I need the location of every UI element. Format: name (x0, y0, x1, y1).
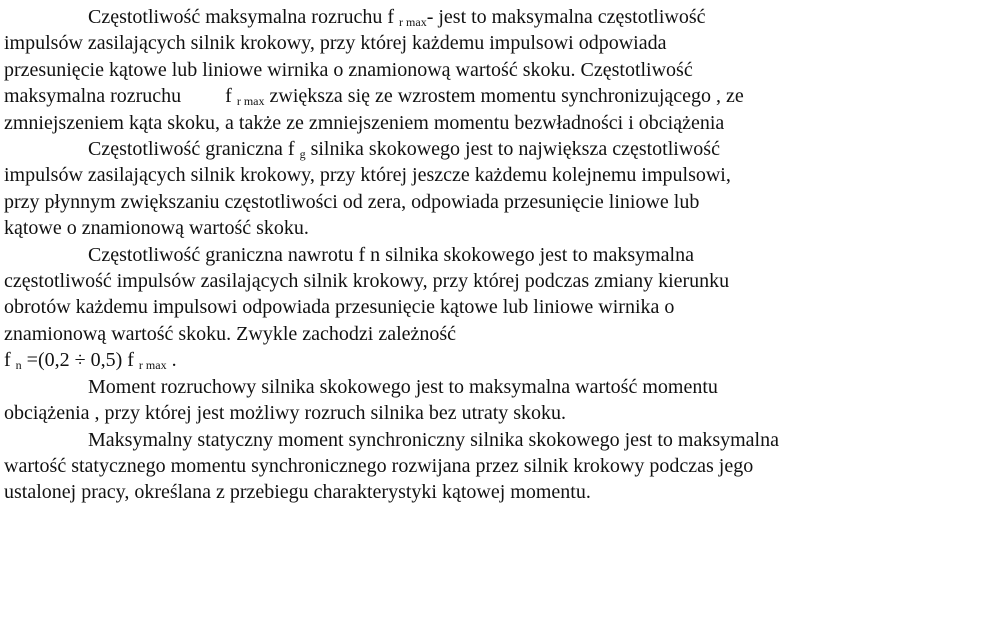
text-line: zmniejszeniem kąta skoku, a także ze zmniejszeniem momentu bezwładności i obciążenia (4, 111, 725, 134)
text-line: obciążenia , przy której jest możliwy rozruch silnika bez utraty skoku. (4, 402, 567, 425)
text-line: obrotów każdemu impulsowi odpowiada przesunięcie kątowe lub liniowe wirnika o (4, 296, 675, 319)
text-line: kątowe o znamionową wartość skoku. (4, 217, 309, 240)
text-line: Częstotliwość graniczna nawrotu f n silnika skokowego jest to maksymalna (88, 243, 694, 266)
paragraph-reversal-frequency (4, 242, 1003, 348)
text-line: ustalonej pracy, określana z przebiegu charakterystyki kątowej momentu. (4, 481, 591, 504)
formula-line (4, 347, 1003, 373)
subscript: r max (138, 358, 167, 373)
text-line: Częstotliwość maksymalna rozruchu f $_{r max}$- jest to maksymalna częstotliwość (88, 6, 706, 29)
text-line: wartość statycznego momentu synchronicznego rozwijana przez silnik krokowy podczas jego (4, 454, 754, 477)
text-line: Maksymalny statyczny moment synchroniczny silnika skokowego jest to maksymalna (88, 428, 779, 451)
subscript: n (15, 358, 22, 373)
text-line: częstotliwość impulsów zasilających silnik krokowy, przy której podczas zmiany kierunku (4, 270, 730, 293)
paragraph-static-synchronous-torque (4, 427, 1003, 506)
text-line: znamionową wartość skoku. Zwykle zachodzi zależność (4, 322, 457, 345)
subscript: r max (236, 94, 265, 109)
text-line: Moment rozruchowy silnika skokowego jest to maksymalna wartość momentu (88, 375, 718, 398)
subscript: r max (399, 15, 427, 29)
paragraph-max-start-frequency (4, 4, 1003, 136)
text-line: impulsów zasilających silnik krokowy, przy której jeszcze każdemu kolejnemu impulsowi, (4, 164, 731, 187)
formula: f $_n$ =(0,2 ÷ 0,5) f $_{r max}$ . (4, 349, 177, 373)
text-line: przy płynnym zwiększaniu częstotliwości od zera, odpowiada przesunięcie liniowe lub (4, 190, 700, 213)
text-line: impulsów zasilających silnik krokowy, przy której każdemu impulsowi odpowiada (4, 32, 667, 55)
text-line: maksymalna rozruchu f $_{r max}$ zwiększa się ze wzrostem momentu synchronizującego , ze (4, 85, 744, 109)
paragraph-limit-frequency (4, 136, 1003, 242)
text-line: Częstotliwość graniczna f $_g$ silnika skokowego jest to największa częstotliwość (88, 138, 720, 162)
text-line: przesunięcie kątowe lub liniowe wirnika o znamionową wartość skoku. Częstotliwość (4, 58, 693, 81)
subscript: g (299, 147, 306, 162)
paragraph-starting-torque (4, 374, 1003, 427)
